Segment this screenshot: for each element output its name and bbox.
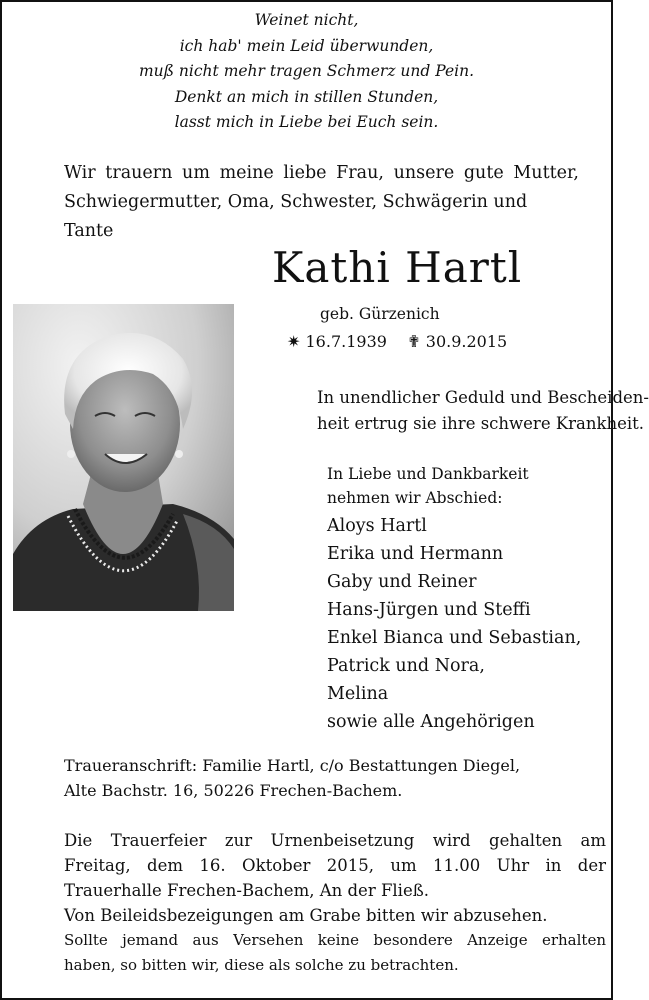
- mourner-entry: Enkel Bianca und Sebastian,: [327, 628, 582, 648]
- illness-line: In unendlicher Geduld und Bescheiden-: [317, 388, 649, 407]
- poem-line: Weinet nicht,: [254, 11, 359, 29]
- illness-line: heit ertrug sie ihre schwere Krankheit.: [317, 413, 645, 433]
- death-date: 30.9.2015: [425, 332, 508, 351]
- poem-line: muß nicht mehr tragen Schmerz und Pein.: [138, 62, 475, 80]
- mourner-entry: Melina: [327, 684, 389, 704]
- service-line: Die Trauerfeier zur Urnenbeisetzung wird gehalten am: [64, 831, 606, 850]
- farewell-text: [327, 462, 529, 510]
- mourner-entry: Patrick und Nora,: [327, 656, 485, 676]
- announcement-line: Schwiegermutter, Oma, Schwester, Schwägerin und Tante: [64, 192, 528, 241]
- farewell-line: In Liebe und Dankbarkeit: [327, 465, 529, 483]
- service-line: Von Beileidsbezeigungen am Grabe bitten wir abzusehen.: [64, 906, 548, 925]
- address-line: Alte Bachstr. 16, 50226 Frechen-Bachem.: [64, 780, 403, 800]
- mourning-announcement: [64, 159, 579, 246]
- service-line: Freitag, dem 16. Oktober 2015, um 11.00 Uhr in der: [64, 856, 606, 875]
- mourners-list: [327, 512, 581, 736]
- poem-line: lasst mich in Liebe bei Euch sein.: [174, 113, 439, 131]
- mourner-entry: Hans-Jürgen und Steffi: [327, 600, 531, 620]
- mourner-entry: sowie alle Angehörigen: [327, 712, 535, 732]
- mourner-entry: Gaby und Reiner: [327, 572, 477, 592]
- address-line: Traueranschrift: Familie Hartl, c/o Bestattungen Diegel,: [64, 756, 521, 775]
- announcement-line: Wir trauern um meine liebe Frau, unsere gute Mutter,: [64, 163, 579, 183]
- funeral-service-info: [64, 828, 606, 978]
- memorial-poem: [2, 8, 611, 136]
- service-line: Sollte jemand aus Versehen keine besondere Anzeige erhalten: [64, 931, 606, 949]
- deceased-name: Kathi Hartl: [272, 243, 523, 292]
- farewell-line: nehmen wir Abschied:: [327, 489, 503, 507]
- birth-star-icon: ✷: [287, 332, 301, 351]
- mourning-address: [64, 754, 520, 803]
- portrait-photo: [13, 304, 234, 611]
- birth-name: geb. Gürzenich: [320, 305, 440, 323]
- birth-date: 16.7.1939: [305, 332, 387, 351]
- poem-line: Denkt an mich in stillen Stunden,: [174, 87, 439, 106]
- mourner-entry: Erika und Hermann: [327, 544, 504, 564]
- poem-line: ich hab' mein Leid überwunden,: [179, 36, 434, 55]
- service-line: haben, so bitten wir, diese als solche zu betrachten.: [64, 956, 459, 974]
- illness-text: [317, 385, 649, 436]
- service-line: Trauerhalle Frechen-Bachem, An der Fließ.: [64, 881, 429, 900]
- mourner-entry: Aloys Hartl: [327, 516, 427, 536]
- cross-icon: ✟: [407, 332, 421, 351]
- life-dates: [287, 332, 507, 351]
